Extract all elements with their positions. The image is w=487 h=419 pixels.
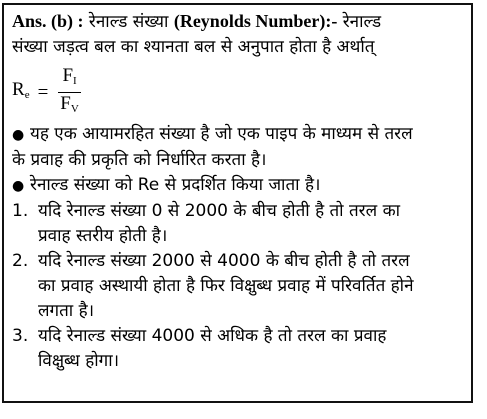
numbered-item	[12, 249, 465, 324]
numbered-item	[12, 199, 465, 249]
item-number: 1.	[12, 201, 29, 221]
item-text-line2: प्रवाह स्तरीय होती है।	[38, 226, 168, 246]
bullet-item	[12, 122, 465, 173]
answer-label: Ans. (b) :	[12, 11, 84, 31]
term-english: (Reynolds Number):-	[173, 11, 338, 31]
bullet-item	[12, 173, 465, 199]
bullet-icon: ●	[12, 127, 25, 143]
reynolds-formula	[12, 62, 465, 122]
item-text-line2: का प्रवाह अस्थायी होता है फिर विक्षुब्ध प्रवाह में परिवर्तित होने	[38, 276, 414, 296]
item-text-line3: लगता है।	[38, 301, 95, 321]
answer-heading-line	[12, 9, 465, 35]
bullet-text-line1: यह एक आयामरहित संख्या है जो एक पाइप के माध्यम से तरल	[30, 124, 413, 144]
item-text-line1: यदि रेनाल्ड संख्या 2000 से 4000 के बीच होती है तो तरल	[38, 251, 410, 271]
bullet-icon: ●	[12, 178, 25, 194]
bullet-text-line2: के प्रवाह की प्रकृति को निर्धारित करता है।	[12, 150, 267, 170]
item-text-line1: यदि रेनाल्ड संख्या 0 से 2000 के बीच होती है तो तरल का	[38, 201, 401, 221]
intro-line-2: संख्या जड़त्व बल का श्यानता बल से अनुपात होता है अर्थात्	[12, 37, 375, 57]
formula-numerator: $F_I$	[58, 65, 80, 93]
formula-fraction	[56, 65, 83, 120]
answer-box	[2, 3, 473, 403]
intro-tail: रेनाल्ड	[342, 12, 382, 32]
formula-equals: =	[37, 81, 49, 103]
item-text-line2: विक्षुब्ध होगा।	[38, 351, 120, 371]
bullet-text-line1: रेनाल्ड संख्या को Re से प्रदर्शित किया जाता है।	[30, 175, 321, 195]
item-text-line1: यदि रेनाल्ड संख्या 4000 से अधिक है तो तरल का प्रवाह	[38, 326, 387, 346]
numbered-item	[12, 324, 465, 374]
item-number: 2.	[12, 251, 29, 271]
formula-lhs: $R_e$	[12, 78, 30, 101]
item-number: 3.	[12, 326, 29, 346]
formula-denominator: $F_V$	[60, 92, 79, 115]
term-hindi: रेनाल्ड संख्या	[88, 12, 169, 32]
